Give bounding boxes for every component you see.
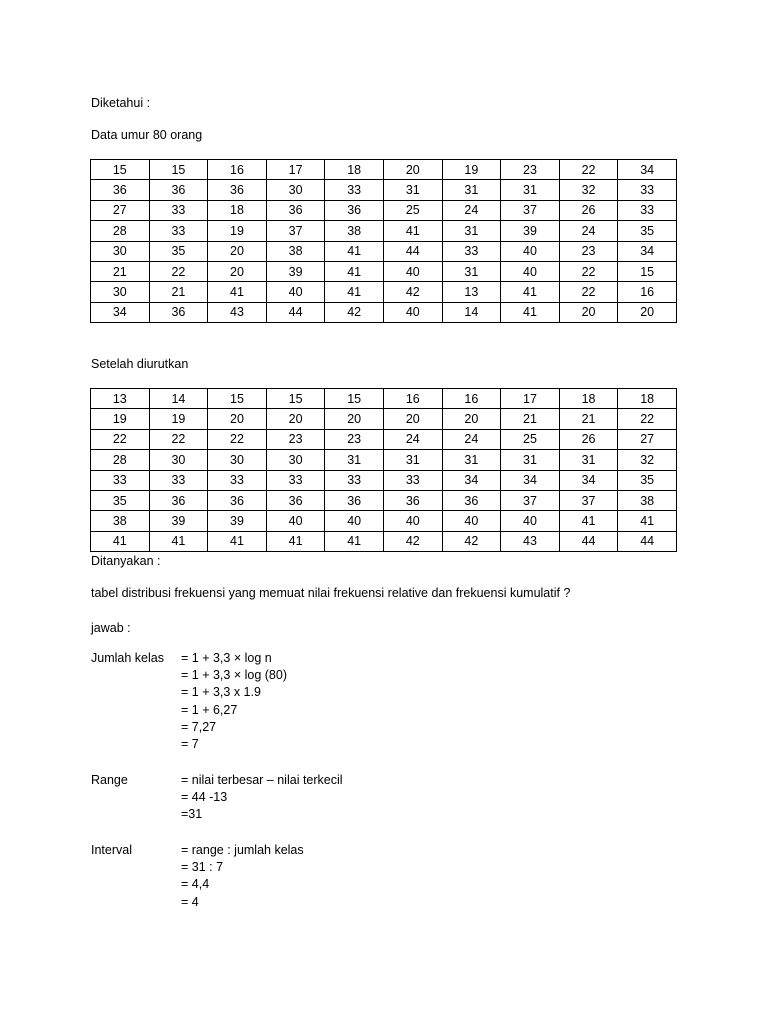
table-cell: 24 bbox=[442, 429, 501, 449]
table-cell: 40 bbox=[501, 261, 560, 281]
calc-step: = 44 -13 bbox=[181, 790, 228, 805]
table-cell: 24 bbox=[383, 429, 442, 449]
table-cell: 37 bbox=[266, 221, 325, 241]
table-cell: 36 bbox=[325, 490, 384, 510]
table-cell: 30 bbox=[91, 241, 150, 261]
asked-label: Ditanyakan : bbox=[91, 554, 161, 568]
data-title: Data umur 80 orang bbox=[91, 128, 203, 142]
table-cell: 36 bbox=[149, 180, 208, 200]
table-cell: 35 bbox=[149, 241, 208, 261]
table-cell: 28 bbox=[91, 450, 150, 470]
calc-step: = nilai terbesar – nilai terkecil bbox=[181, 773, 343, 787]
table-cell: 41 bbox=[559, 511, 618, 531]
table-cell: 36 bbox=[442, 490, 501, 510]
table-cell: 16 bbox=[208, 160, 267, 180]
question-text: tabel distribusi frekuensi yang memuat nilai frekuensi relative dan frekuensi kumulatif ? bbox=[91, 586, 571, 600]
table-row bbox=[91, 302, 677, 322]
table-cell: 33 bbox=[91, 470, 150, 490]
table-cell: 40 bbox=[266, 282, 325, 302]
table-cell: 31 bbox=[325, 450, 384, 470]
table-cell: 34 bbox=[501, 470, 560, 490]
table-cell: 20 bbox=[208, 241, 267, 261]
table-row bbox=[91, 409, 677, 429]
table-cell: 36 bbox=[266, 490, 325, 510]
range-steps bbox=[181, 772, 343, 824]
table-cell: 41 bbox=[325, 241, 384, 261]
table-cell: 39 bbox=[208, 511, 267, 531]
table-cell: 15 bbox=[618, 261, 677, 281]
calc-step: =31 bbox=[181, 807, 203, 822]
table-cell: 30 bbox=[149, 450, 208, 470]
table-cell: 41 bbox=[266, 531, 325, 551]
table-cell: 33 bbox=[325, 470, 384, 490]
table-cell: 30 bbox=[266, 180, 325, 200]
table-cell: 34 bbox=[442, 470, 501, 490]
table-cell: 19 bbox=[149, 409, 208, 429]
range-label: Range bbox=[91, 773, 128, 787]
table-cell: 40 bbox=[383, 261, 442, 281]
table-cell: 37 bbox=[501, 200, 560, 220]
table-cell: 35 bbox=[618, 470, 677, 490]
table-cell: 41 bbox=[618, 511, 677, 531]
table-cell: 18 bbox=[559, 389, 618, 409]
table-cell: 21 bbox=[501, 409, 560, 429]
table-cell: 13 bbox=[91, 389, 150, 409]
table-cell: 20 bbox=[208, 409, 267, 429]
table-cell: 42 bbox=[442, 531, 501, 551]
table-cell: 26 bbox=[559, 200, 618, 220]
table-cell: 14 bbox=[149, 389, 208, 409]
table-cell: 20 bbox=[618, 302, 677, 322]
table-cell: 41 bbox=[501, 282, 560, 302]
raw-data-table bbox=[90, 159, 677, 323]
table-cell: 40 bbox=[501, 241, 560, 261]
table-cell: 33 bbox=[383, 470, 442, 490]
table-cell: 33 bbox=[618, 180, 677, 200]
table-cell: 38 bbox=[266, 241, 325, 261]
table-cell: 31 bbox=[501, 180, 560, 200]
table-cell: 20 bbox=[383, 160, 442, 180]
table-cell: 35 bbox=[91, 490, 150, 510]
table-cell: 23 bbox=[501, 160, 560, 180]
calc-step: = 7,27 bbox=[181, 719, 217, 734]
table-cell: 32 bbox=[618, 450, 677, 470]
table-cell: 24 bbox=[442, 200, 501, 220]
table-cell: 34 bbox=[618, 160, 677, 180]
table-cell: 20 bbox=[208, 261, 267, 281]
table-cell: 22 bbox=[618, 409, 677, 429]
table-cell: 31 bbox=[559, 450, 618, 470]
table-cell: 40 bbox=[266, 511, 325, 531]
table-cell: 20 bbox=[383, 409, 442, 429]
calc-step: = 4 bbox=[181, 894, 199, 909]
table-cell: 38 bbox=[91, 511, 150, 531]
table-cell: 21 bbox=[559, 409, 618, 429]
calc-step: = range : jumlah kelas bbox=[181, 843, 304, 857]
table-cell: 27 bbox=[618, 429, 677, 449]
table-row bbox=[91, 160, 677, 180]
table-cell: 36 bbox=[208, 490, 267, 510]
table-row bbox=[91, 470, 677, 490]
table-cell: 15 bbox=[266, 389, 325, 409]
table-cell: 36 bbox=[325, 200, 384, 220]
table-cell: 42 bbox=[383, 282, 442, 302]
table-cell: 44 bbox=[559, 531, 618, 551]
interval-steps bbox=[181, 842, 304, 911]
table-cell: 34 bbox=[559, 470, 618, 490]
table-cell: 40 bbox=[325, 511, 384, 531]
table-cell: 31 bbox=[501, 450, 560, 470]
table-cell: 41 bbox=[325, 261, 384, 281]
table-cell: 33 bbox=[442, 241, 501, 261]
table-cell: 16 bbox=[383, 389, 442, 409]
table-cell: 36 bbox=[383, 490, 442, 510]
table-cell: 27 bbox=[91, 200, 150, 220]
table-cell: 36 bbox=[91, 180, 150, 200]
table-cell: 30 bbox=[208, 450, 267, 470]
table-cell: 38 bbox=[325, 221, 384, 241]
table-cell: 33 bbox=[266, 470, 325, 490]
table-row bbox=[91, 531, 677, 551]
table-row bbox=[91, 389, 677, 409]
table-cell: 44 bbox=[383, 241, 442, 261]
sorted-data-table bbox=[90, 388, 677, 552]
table-cell: 30 bbox=[266, 450, 325, 470]
table-cell: 33 bbox=[325, 180, 384, 200]
table-row bbox=[91, 282, 677, 302]
table-cell: 44 bbox=[266, 302, 325, 322]
table-cell: 31 bbox=[442, 221, 501, 241]
table-cell: 41 bbox=[383, 221, 442, 241]
table-cell: 41 bbox=[208, 282, 267, 302]
calc-step: = 1 + 3,3 × log (80) bbox=[181, 668, 287, 683]
table-cell: 22 bbox=[91, 429, 150, 449]
table-cell: 43 bbox=[501, 531, 560, 551]
class-count-label: Jumlah kelas bbox=[91, 651, 164, 665]
table-cell: 20 bbox=[325, 409, 384, 429]
table-cell: 41 bbox=[325, 282, 384, 302]
table-cell: 41 bbox=[149, 531, 208, 551]
table-cell: 30 bbox=[91, 282, 150, 302]
table-cell: 42 bbox=[383, 531, 442, 551]
table-cell: 25 bbox=[383, 200, 442, 220]
table-cell: 41 bbox=[208, 531, 267, 551]
table-cell: 40 bbox=[501, 511, 560, 531]
table-cell: 20 bbox=[266, 409, 325, 429]
table-cell: 31 bbox=[442, 450, 501, 470]
table-cell: 15 bbox=[149, 160, 208, 180]
table-cell: 33 bbox=[149, 221, 208, 241]
known-label: Diketahui : bbox=[91, 96, 151, 110]
table-cell: 40 bbox=[442, 511, 501, 531]
table-row bbox=[91, 490, 677, 510]
table-cell: 43 bbox=[208, 302, 267, 322]
table-cell: 13 bbox=[442, 282, 501, 302]
table-cell: 14 bbox=[442, 302, 501, 322]
table-cell: 20 bbox=[559, 302, 618, 322]
table-cell: 41 bbox=[91, 531, 150, 551]
calc-step: = 1 + 6,27 bbox=[181, 702, 238, 717]
answer-label: jawab : bbox=[91, 621, 131, 635]
table-cell: 15 bbox=[91, 160, 150, 180]
calc-step: = 4,4 bbox=[181, 877, 210, 892]
table-cell: 37 bbox=[501, 490, 560, 510]
table-cell: 41 bbox=[501, 302, 560, 322]
table-row bbox=[91, 200, 677, 220]
table-cell: 18 bbox=[618, 389, 677, 409]
table-row bbox=[91, 429, 677, 449]
table-cell: 41 bbox=[325, 531, 384, 551]
table-cell: 31 bbox=[442, 180, 501, 200]
table-cell: 28 bbox=[91, 221, 150, 241]
table-cell: 44 bbox=[618, 531, 677, 551]
table-row bbox=[91, 221, 677, 241]
table-cell: 36 bbox=[149, 490, 208, 510]
table-row bbox=[91, 180, 677, 200]
table-cell: 39 bbox=[266, 261, 325, 281]
table-row bbox=[91, 241, 677, 261]
table-cell: 23 bbox=[559, 241, 618, 261]
table-cell: 23 bbox=[325, 429, 384, 449]
table-cell: 31 bbox=[442, 261, 501, 281]
table-cell: 22 bbox=[208, 429, 267, 449]
table-cell: 33 bbox=[149, 470, 208, 490]
table-row bbox=[91, 511, 677, 531]
table-cell: 15 bbox=[208, 389, 267, 409]
table-cell: 32 bbox=[559, 180, 618, 200]
table-row bbox=[91, 261, 677, 281]
table-cell: 21 bbox=[149, 282, 208, 302]
table-cell: 24 bbox=[559, 221, 618, 241]
sorted-title: Setelah diurutkan bbox=[91, 357, 189, 371]
table-cell: 17 bbox=[501, 389, 560, 409]
table-cell: 16 bbox=[442, 389, 501, 409]
calc-step: = 1 + 3,3 x 1.9 bbox=[181, 685, 261, 700]
table-cell: 40 bbox=[383, 511, 442, 531]
table-cell: 19 bbox=[208, 221, 267, 241]
calc-step: = 1 + 3,3 × log n bbox=[181, 651, 272, 665]
table-cell: 22 bbox=[559, 261, 618, 281]
table-cell: 26 bbox=[559, 429, 618, 449]
table-cell: 17 bbox=[266, 160, 325, 180]
table-cell: 36 bbox=[149, 302, 208, 322]
table-cell: 22 bbox=[149, 429, 208, 449]
table-cell: 36 bbox=[266, 200, 325, 220]
table-cell: 15 bbox=[325, 389, 384, 409]
class-count-steps bbox=[181, 650, 287, 753]
calc-step: = 31 : 7 bbox=[181, 860, 224, 875]
table-cell: 16 bbox=[618, 282, 677, 302]
table-cell: 38 bbox=[618, 490, 677, 510]
calc-step: = 7 bbox=[181, 736, 199, 751]
table-cell: 39 bbox=[501, 221, 560, 241]
table-cell: 31 bbox=[383, 180, 442, 200]
table-cell: 34 bbox=[618, 241, 677, 261]
table-cell: 37 bbox=[559, 490, 618, 510]
table-cell: 23 bbox=[266, 429, 325, 449]
table-cell: 22 bbox=[559, 282, 618, 302]
table-cell: 42 bbox=[325, 302, 384, 322]
table-cell: 34 bbox=[91, 302, 150, 322]
table-cell: 18 bbox=[325, 160, 384, 180]
table-cell: 40 bbox=[383, 302, 442, 322]
table-cell: 36 bbox=[208, 180, 267, 200]
table-cell: 25 bbox=[501, 429, 560, 449]
table-cell: 33 bbox=[618, 200, 677, 220]
table-cell: 19 bbox=[91, 409, 150, 429]
table-cell: 33 bbox=[208, 470, 267, 490]
table-cell: 31 bbox=[383, 450, 442, 470]
interval-label: Interval bbox=[91, 843, 132, 857]
table-cell: 33 bbox=[149, 200, 208, 220]
table-cell: 19 bbox=[442, 160, 501, 180]
table-cell: 22 bbox=[559, 160, 618, 180]
table-cell: 20 bbox=[442, 409, 501, 429]
table-cell: 35 bbox=[618, 221, 677, 241]
table-cell: 18 bbox=[208, 200, 267, 220]
table-cell: 21 bbox=[91, 261, 150, 281]
table-row bbox=[91, 450, 677, 470]
table-cell: 39 bbox=[149, 511, 208, 531]
table-cell: 22 bbox=[149, 261, 208, 281]
